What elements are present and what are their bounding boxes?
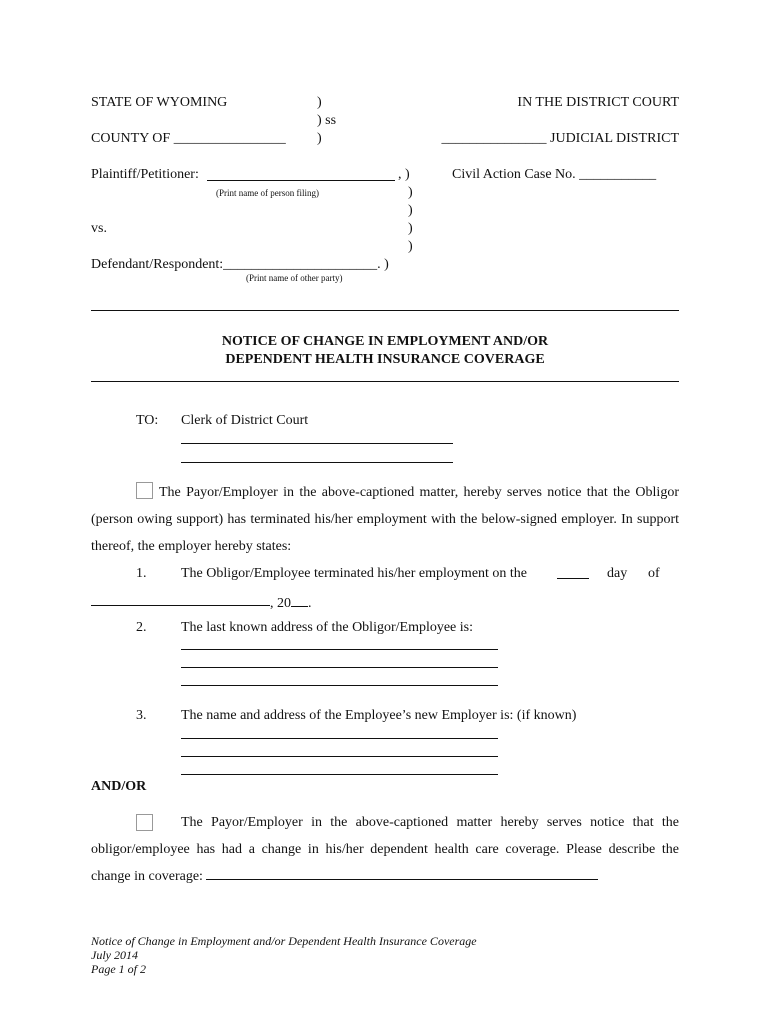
item-1-day: day (607, 566, 628, 581)
item-2-number: 2. (136, 620, 147, 635)
print-filer-note: (Print name of person filing) (216, 188, 319, 198)
print-other-note: (Print name of other party) (246, 273, 343, 283)
coverage-paragraph (91, 809, 679, 890)
plaintiff-name-field[interactable] (207, 180, 395, 181)
termination-year-field[interactable] (291, 592, 308, 607)
new-employer-line-1[interactable] (181, 738, 498, 739)
state-label: STATE OF WYOMING (91, 95, 228, 110)
item-1-year-prefix: , 20 (270, 596, 291, 611)
item-1-number: 1. (136, 566, 147, 581)
obligor-address-line-3[interactable] (181, 685, 498, 686)
judicial-district-field[interactable]: _______________ JUDICIAL DISTRICT (441, 131, 679, 146)
obligor-address-line-1[interactable] (181, 649, 498, 650)
divider (91, 310, 679, 311)
coverage-paragraph-text: The Payor/Employer in the above-captioned matter hereby serves notice that the obligor/employee has had a change in his/her dependent health care coverage. Please describe the change in coverage: (91, 815, 679, 884)
obligor-address-line-2[interactable] (181, 667, 498, 668)
item-2-text: The last known address of the Obligor/Employee is: (181, 620, 473, 635)
county-field[interactable]: COUNTY OF ________________ (91, 131, 286, 146)
to-label: TO: (136, 413, 159, 428)
item-1-period: . (308, 596, 312, 611)
caption-paren: ) (317, 131, 322, 146)
andor-heading: AND/OR (91, 779, 147, 794)
caption-paren: ) (408, 185, 413, 200)
caption-paren: ) (408, 221, 413, 236)
termination-paragraph: The Payor/Employer in the above-captioned matter, hereby serves notice that the Obligor (person owing support) has terminated his/her employment with the below-signed employer. In support thereof, the employer hereby states: (91, 485, 679, 554)
coverage-change-field[interactable] (206, 865, 598, 880)
item-1-text: The Obligor/Employee terminated his/her employment on the (181, 566, 528, 581)
new-employer-line-3[interactable] (181, 774, 498, 775)
plaintiff-label: Plaintiff/Petitioner: (91, 167, 199, 182)
vs-label: vs. (91, 221, 107, 236)
item-1-of: of (648, 566, 660, 581)
caption-paren: ) (408, 239, 413, 254)
item-3-text: The name and address of the Employee’s new Employer is: (if known) (181, 708, 577, 723)
divider (91, 381, 679, 382)
footer-date: July 2014 (91, 948, 138, 962)
item-3-number: 3. (136, 708, 147, 723)
caption-paren: ) (408, 203, 413, 218)
document-title-line2: DEPENDENT HEALTH INSURANCE COVERAGE (225, 352, 545, 367)
termination-day-field[interactable] (557, 578, 589, 579)
to-recipient: Clerk of District Court (181, 413, 309, 428)
caption-paren: ) (317, 95, 322, 110)
plaintiff-trail: , ) (398, 167, 410, 182)
civil-action-field[interactable]: Civil Action Case No. ___________ (452, 167, 657, 182)
caption-ss: ) ss (317, 113, 337, 128)
court-label: IN THE DISTRICT COURT (517, 95, 679, 110)
footer-page: Page 1 of 2 (91, 962, 146, 976)
to-address-line-1[interactable] (181, 443, 453, 444)
defendant-field[interactable]: Defendant/Respondent:______________________. ) (91, 257, 389, 272)
termination-month-field[interactable] (91, 605, 270, 606)
item-1-year (270, 592, 312, 613)
new-employer-line-2[interactable] (181, 756, 498, 757)
footer-title: Notice of Change in Employment and/or Dependent Health Insurance Coverage (91, 934, 477, 948)
to-address-line-2[interactable] (181, 462, 453, 463)
document-title-line1: NOTICE OF CHANGE IN EMPLOYMENT AND/OR (221, 334, 549, 349)
